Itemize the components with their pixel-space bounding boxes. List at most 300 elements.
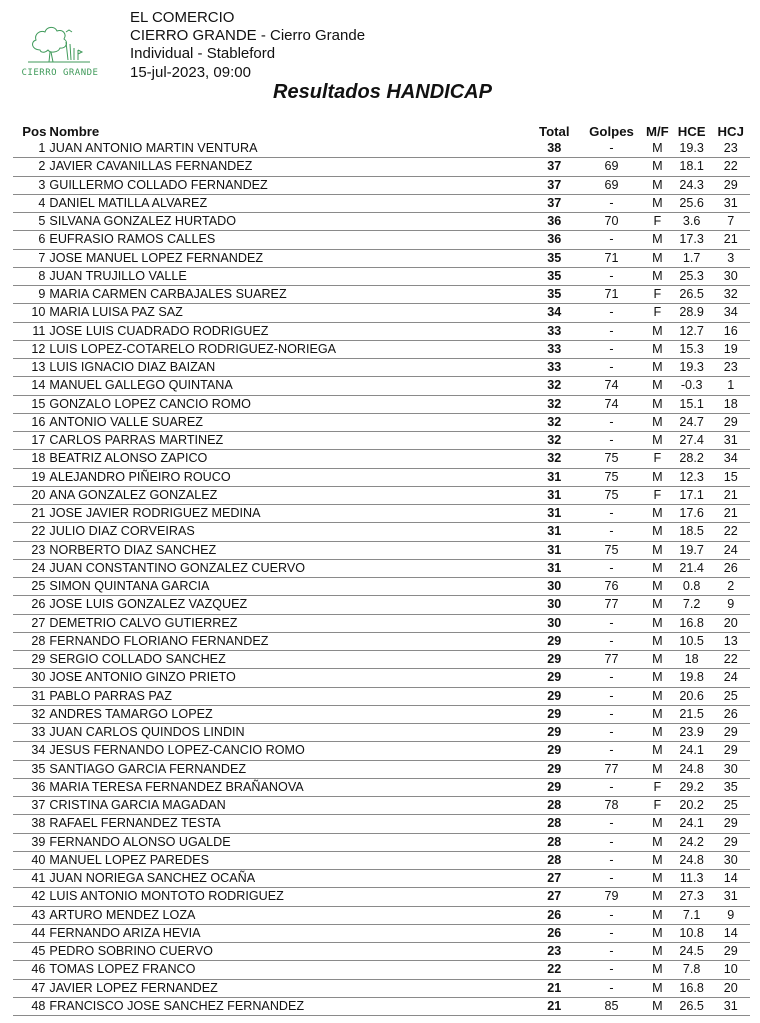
- cell-golpes: -: [580, 304, 642, 322]
- cell-hce: 17.3: [672, 231, 712, 249]
- cell-mf: M: [643, 687, 672, 705]
- cell-golpes: 77: [580, 651, 642, 669]
- cell-mf: M: [643, 760, 672, 778]
- cell-golpes: 71: [580, 249, 642, 267]
- cell-pos: 11: [13, 322, 49, 340]
- cell-golpes: -: [580, 724, 642, 742]
- cell-total: 31: [528, 505, 580, 523]
- table-row: [13, 632, 750, 650]
- cell-hcj: 21: [711, 231, 750, 249]
- cell-hce: 7.1: [672, 906, 712, 924]
- cell-name: SILVANA GONZALEZ HURTADO: [49, 213, 528, 231]
- cell-total: 29: [528, 632, 580, 650]
- cell-golpes: -: [580, 961, 642, 979]
- cell-golpes: -: [580, 413, 642, 431]
- cell-hce: 1.7: [672, 249, 712, 267]
- cell-pos: 40: [13, 851, 49, 869]
- cell-pos: 16: [13, 413, 49, 431]
- cell-hce: 24.8: [672, 760, 712, 778]
- cell-mf: M: [643, 651, 672, 669]
- table-row: [13, 395, 750, 413]
- table-row: [13, 213, 750, 231]
- cell-mf: F: [643, 797, 672, 815]
- cell-name: FERNANDO FLORIANO FERNANDEZ: [49, 632, 528, 650]
- cell-total: 36: [528, 213, 580, 231]
- cell-golpes: -: [580, 669, 642, 687]
- cell-pos: 25: [13, 578, 49, 596]
- cell-hcj: 29: [711, 413, 750, 431]
- cell-hce: 19.3: [672, 359, 712, 377]
- cell-pos: 31: [13, 687, 49, 705]
- newspaper-name: EL COMERCIO: [130, 9, 235, 26]
- cell-hcj: 21: [711, 505, 750, 523]
- tree-logo-icon: [20, 20, 100, 80]
- cell-hcj: 14: [711, 870, 750, 888]
- cell-total: 28: [528, 851, 580, 869]
- cell-mf: M: [643, 614, 672, 632]
- cell-name: MANUEL LOPEZ PAREDES: [49, 851, 528, 869]
- col-header-hcj: HCJ: [717, 123, 744, 139]
- table-row: [13, 505, 750, 523]
- cell-mf: M: [643, 432, 672, 450]
- cell-total: 29: [528, 742, 580, 760]
- table-row: [13, 249, 750, 267]
- cell-golpes: -: [580, 870, 642, 888]
- cell-name: RAFAEL FERNANDEZ TESTA: [49, 815, 528, 833]
- cell-hce: 26.5: [672, 286, 712, 304]
- cell-pos: 28: [13, 632, 49, 650]
- results-body: [13, 140, 750, 1016]
- cell-name: ANDRES TAMARGO LOPEZ: [49, 705, 528, 723]
- cell-mf: M: [643, 140, 672, 158]
- cell-hcj: 20: [711, 614, 750, 632]
- table-row: [13, 377, 750, 395]
- table-row: [13, 906, 750, 924]
- cell-hcj: 31: [711, 432, 750, 450]
- cell-mf: M: [643, 523, 672, 541]
- cell-name: FRANCISCO JOSE SANCHEZ FERNANDEZ: [49, 997, 528, 1015]
- cell-name: MARIA LUISA PAZ SAZ: [49, 304, 528, 322]
- cell-hce: 24.2: [672, 833, 712, 851]
- cell-hce: 17.1: [672, 486, 712, 504]
- table-row: [13, 979, 750, 997]
- cell-mf: M: [643, 559, 672, 577]
- cell-golpes: 70: [580, 213, 642, 231]
- cell-mf: M: [643, 541, 672, 559]
- table-row: [13, 158, 750, 176]
- cell-pos: 37: [13, 797, 49, 815]
- cell-name: FERNANDO ALONSO UGALDE: [49, 833, 528, 851]
- cell-hce: 10.5: [672, 632, 712, 650]
- cell-pos: 20: [13, 486, 49, 504]
- cell-hcj: 19: [711, 340, 750, 358]
- cell-golpes: 69: [580, 158, 642, 176]
- cell-hcj: 14: [711, 924, 750, 942]
- cell-name: ANA GONZALEZ GONZALEZ: [49, 486, 528, 504]
- cell-name: JUAN NORIEGA SANCHEZ OCAÑA: [49, 870, 528, 888]
- cell-pos: 27: [13, 614, 49, 632]
- cell-total: 29: [528, 669, 580, 687]
- cell-pos: 12: [13, 340, 49, 358]
- cell-total: 27: [528, 870, 580, 888]
- cell-mf: M: [643, 194, 672, 212]
- cell-hce: 15.3: [672, 340, 712, 358]
- table-row: [13, 267, 750, 285]
- cell-total: 37: [528, 176, 580, 194]
- cell-mf: M: [643, 815, 672, 833]
- table-row: [13, 596, 750, 614]
- cell-total: 32: [528, 413, 580, 431]
- cell-hce: 3.6: [672, 213, 712, 231]
- cell-hcj: 23: [711, 359, 750, 377]
- cell-pos: 3: [13, 176, 49, 194]
- cell-total: 29: [528, 724, 580, 742]
- table-row: [13, 851, 750, 869]
- cell-name: GUILLERMO COLLADO FERNANDEZ: [49, 176, 528, 194]
- table-row: [13, 997, 750, 1015]
- table-row: [13, 432, 750, 450]
- cell-golpes: -: [580, 231, 642, 249]
- cell-total: 37: [528, 194, 580, 212]
- cell-golpes: 77: [580, 760, 642, 778]
- cell-total: 35: [528, 249, 580, 267]
- cell-total: 28: [528, 815, 580, 833]
- cell-mf: M: [643, 413, 672, 431]
- cell-pos: 6: [13, 231, 49, 249]
- cell-hce: 11.3: [672, 870, 712, 888]
- cell-hcj: 26: [711, 559, 750, 577]
- cell-hce: 0.8: [672, 578, 712, 596]
- cell-hce: 18.1: [672, 158, 712, 176]
- cell-total: 21: [528, 979, 580, 997]
- cell-hcj: 31: [711, 194, 750, 212]
- cell-golpes: -: [580, 523, 642, 541]
- cell-hce: 21.4: [672, 559, 712, 577]
- table-row: [13, 340, 750, 358]
- cell-hce: 15.1: [672, 395, 712, 413]
- table-row: [13, 687, 750, 705]
- event-header: [130, 9, 365, 82]
- cell-name: CARLOS PARRAS MARTINEZ: [49, 432, 528, 450]
- cell-total: 33: [528, 340, 580, 358]
- cell-name: EUFRASIO RAMOS CALLES: [49, 231, 528, 249]
- cell-total: 32: [528, 450, 580, 468]
- cell-hce: 21.5: [672, 705, 712, 723]
- cell-pos: 36: [13, 778, 49, 796]
- table-row: [13, 486, 750, 504]
- cell-hcj: 31: [711, 888, 750, 906]
- cell-mf: M: [643, 359, 672, 377]
- cell-hcj: 10: [711, 961, 750, 979]
- cell-hce: 19.7: [672, 541, 712, 559]
- cell-golpes: 77: [580, 596, 642, 614]
- table-row: [13, 778, 750, 796]
- cell-hcj: 30: [711, 760, 750, 778]
- cell-mf: M: [643, 578, 672, 596]
- cell-mf: M: [643, 979, 672, 997]
- cell-mf: F: [643, 304, 672, 322]
- table-row: [13, 870, 750, 888]
- cell-hce: 27.4: [672, 432, 712, 450]
- cell-golpes: -: [580, 559, 642, 577]
- cell-hce: 23.9: [672, 724, 712, 742]
- cell-name: JESUS FERNANDO LOPEZ-CANCIO ROMO: [49, 742, 528, 760]
- cell-mf: M: [643, 596, 672, 614]
- cell-pos: 47: [13, 979, 49, 997]
- cell-hcj: 22: [711, 158, 750, 176]
- cell-pos: 41: [13, 870, 49, 888]
- cell-golpes: -: [580, 687, 642, 705]
- cell-golpes: 69: [580, 176, 642, 194]
- cell-hcj: 29: [711, 815, 750, 833]
- cell-total: 22: [528, 961, 580, 979]
- cell-total: 32: [528, 432, 580, 450]
- table-row: [13, 742, 750, 760]
- cell-name: CRISTINA GARCIA MAGADAN: [49, 797, 528, 815]
- table-row: [13, 760, 750, 778]
- cell-pos: 15: [13, 395, 49, 413]
- table-row: [13, 176, 750, 194]
- cell-hcj: 30: [711, 267, 750, 285]
- cell-pos: 14: [13, 377, 49, 395]
- cell-mf: M: [643, 870, 672, 888]
- cell-total: 28: [528, 833, 580, 851]
- cell-total: 23: [528, 943, 580, 961]
- cell-name: JUAN ANTONIO MARTIN VENTURA: [49, 140, 528, 158]
- table-row: [13, 651, 750, 669]
- cell-hce: 18: [672, 651, 712, 669]
- cell-total: 29: [528, 687, 580, 705]
- col-header-golpes: Golpes: [589, 123, 634, 139]
- cell-hcj: 26: [711, 705, 750, 723]
- cell-mf: F: [643, 486, 672, 504]
- cell-name: JUAN TRUJILLO VALLE: [49, 267, 528, 285]
- cell-mf: M: [643, 742, 672, 760]
- cell-name: JUAN CONSTANTINO GONZALEZ CUERVO: [49, 559, 528, 577]
- cell-total: 21: [528, 997, 580, 1015]
- table-row: [13, 140, 750, 158]
- cell-name: MANUEL GALLEGO QUINTANA: [49, 377, 528, 395]
- cell-golpes: 74: [580, 377, 642, 395]
- cell-pos: 7: [13, 249, 49, 267]
- cell-hcj: 22: [711, 523, 750, 541]
- cell-name: SERGIO COLLADO SANCHEZ: [49, 651, 528, 669]
- cell-golpes: 71: [580, 286, 642, 304]
- cell-total: 30: [528, 614, 580, 632]
- table-row: [13, 468, 750, 486]
- cell-hce: 29.2: [672, 778, 712, 796]
- cell-name: ALEJANDRO PIÑEIRO ROUCO: [49, 468, 528, 486]
- cell-name: DANIEL MATILLA ALVAREZ: [49, 194, 528, 212]
- cell-pos: 44: [13, 924, 49, 942]
- cell-hce: 24.1: [672, 742, 712, 760]
- cell-pos: 5: [13, 213, 49, 231]
- cell-hce: 20.2: [672, 797, 712, 815]
- cell-total: 30: [528, 578, 580, 596]
- cell-name: NORBERTO DIAZ SANCHEZ: [49, 541, 528, 559]
- cell-hce: 17.6: [672, 505, 712, 523]
- cell-total: 35: [528, 267, 580, 285]
- cell-pos: 21: [13, 505, 49, 523]
- cell-golpes: -: [580, 267, 642, 285]
- cell-hcj: 16: [711, 322, 750, 340]
- cell-name: SANTIAGO GARCIA FERNANDEZ: [49, 760, 528, 778]
- cell-name: FERNANDO ARIZA HEVIA: [49, 924, 528, 942]
- cell-pos: 17: [13, 432, 49, 450]
- table-row: [13, 724, 750, 742]
- cell-pos: 43: [13, 906, 49, 924]
- cell-total: 31: [528, 523, 580, 541]
- cell-mf: M: [643, 632, 672, 650]
- cell-name: JULIO DIAZ CORVEIRAS: [49, 523, 528, 541]
- cell-mf: M: [643, 267, 672, 285]
- cell-golpes: -: [580, 943, 642, 961]
- cell-hcj: 18: [711, 395, 750, 413]
- cell-pos: 46: [13, 961, 49, 979]
- cell-golpes: 79: [580, 888, 642, 906]
- cell-hce: 24.5: [672, 943, 712, 961]
- competition-format: Individual - Stableford: [130, 45, 276, 63]
- cell-name: LUIS ANTONIO MONTOTO RODRIGUEZ: [49, 888, 528, 906]
- cell-hcj: 30: [711, 851, 750, 869]
- cell-golpes: -: [580, 340, 642, 358]
- cell-mf: M: [643, 505, 672, 523]
- cell-pos: 26: [13, 596, 49, 614]
- table-row: [13, 359, 750, 377]
- cell-total: 32: [528, 395, 580, 413]
- cell-mf: M: [643, 924, 672, 942]
- cell-hcj: 9: [711, 596, 750, 614]
- cell-mf: M: [643, 158, 672, 176]
- cell-hce: 28.2: [672, 450, 712, 468]
- cell-pos: 24: [13, 559, 49, 577]
- cell-golpes: 75: [580, 541, 642, 559]
- cell-golpes: -: [580, 194, 642, 212]
- cell-hcj: 31: [711, 997, 750, 1015]
- cell-hce: 18.5: [672, 523, 712, 541]
- cell-hce: 12.7: [672, 322, 712, 340]
- cell-name: JOSE LUIS GONZALEZ VAZQUEZ: [49, 596, 528, 614]
- cell-hce: 7.8: [672, 961, 712, 979]
- cell-total: 30: [528, 596, 580, 614]
- cell-hcj: 24: [711, 669, 750, 687]
- cell-hce: 24.8: [672, 851, 712, 869]
- cell-hce: 12.3: [672, 468, 712, 486]
- cell-mf: M: [643, 961, 672, 979]
- cell-hcj: 7: [711, 213, 750, 231]
- cell-mf: M: [643, 724, 672, 742]
- cell-pos: 32: [13, 705, 49, 723]
- cell-golpes: -: [580, 614, 642, 632]
- table-row: [13, 450, 750, 468]
- cell-total: 37: [528, 158, 580, 176]
- cell-hcj: 1: [711, 377, 750, 395]
- cell-hce: 19.8: [672, 669, 712, 687]
- cell-pos: 45: [13, 943, 49, 961]
- cell-hce: 10.8: [672, 924, 712, 942]
- table-row: [13, 961, 750, 979]
- club-logo: [20, 20, 100, 80]
- cell-name: LUIS LOPEZ-COTARELO RODRIGUEZ-NORIEGA: [49, 340, 528, 358]
- col-header-mf: M/F: [645, 123, 669, 139]
- cell-mf: M: [643, 231, 672, 249]
- cell-golpes: -: [580, 906, 642, 924]
- table-row: [13, 614, 750, 632]
- cell-pos: 13: [13, 359, 49, 377]
- cell-hce: 16.8: [672, 614, 712, 632]
- results-table: [13, 122, 750, 1016]
- cell-pos: 34: [13, 742, 49, 760]
- cell-mf: M: [643, 377, 672, 395]
- cell-hcj: 29: [711, 833, 750, 851]
- table-row: [13, 578, 750, 596]
- cell-hcj: 13: [711, 632, 750, 650]
- cell-golpes: -: [580, 705, 642, 723]
- cell-mf: M: [643, 340, 672, 358]
- cell-name: ARTURO MENDEZ LOZA: [49, 906, 528, 924]
- cell-hcj: 2: [711, 578, 750, 596]
- cell-total: 29: [528, 778, 580, 796]
- cell-hcj: 29: [711, 176, 750, 194]
- club-name: CIERRO GRANDE - Cierro Grande: [130, 27, 366, 45]
- cell-golpes: -: [580, 432, 642, 450]
- cell-pos: 48: [13, 997, 49, 1015]
- cell-name: GONZALO LOPEZ CANCIO ROMO: [49, 395, 528, 413]
- cell-pos: 1: [13, 140, 49, 158]
- table-row: [13, 815, 750, 833]
- cell-golpes: -: [580, 979, 642, 997]
- cell-golpes: -: [580, 140, 642, 158]
- cell-pos: 23: [13, 541, 49, 559]
- cell-hcj: 29: [711, 943, 750, 961]
- cell-name: JOSE LUIS CUADRADO RODRIGUEZ: [49, 322, 528, 340]
- cell-golpes: -: [580, 924, 642, 942]
- cell-total: 29: [528, 705, 580, 723]
- table-row: [13, 559, 750, 577]
- cell-mf: M: [643, 322, 672, 340]
- cell-mf: M: [643, 705, 672, 723]
- cell-hce: 25.6: [672, 194, 712, 212]
- cell-total: 38: [528, 140, 580, 158]
- table-row: [13, 322, 750, 340]
- table-row: [13, 669, 750, 687]
- cell-hce: -0.3: [672, 377, 712, 395]
- table-row: [13, 833, 750, 851]
- table-header-row: [13, 122, 750, 140]
- cell-mf: M: [643, 906, 672, 924]
- table-row: [13, 194, 750, 212]
- cell-name: MARIA CARMEN CARBAJALES SUAREZ: [49, 286, 528, 304]
- cell-golpes: -: [580, 322, 642, 340]
- cell-golpes: -: [580, 505, 642, 523]
- cell-pos: 8: [13, 267, 49, 285]
- cell-hcj: 22: [711, 651, 750, 669]
- cell-total: 29: [528, 651, 580, 669]
- cell-name: MARIA TERESA FERNANDEZ BRAÑANOVA: [49, 778, 528, 796]
- cell-hcj: 25: [711, 797, 750, 815]
- cell-hce: 25.3: [672, 267, 712, 285]
- cell-hce: 24.3: [672, 176, 712, 194]
- cell-golpes: 75: [580, 486, 642, 504]
- cell-golpes: 74: [580, 395, 642, 413]
- cell-pos: 22: [13, 523, 49, 541]
- cell-golpes: 76: [580, 578, 642, 596]
- cell-hce: 24.1: [672, 815, 712, 833]
- cell-name: JOSE MANUEL LOPEZ FERNANDEZ: [49, 249, 528, 267]
- cell-golpes: 85: [580, 997, 642, 1015]
- cell-name: JAVIER CAVANILLAS FERNANDEZ: [49, 158, 528, 176]
- cell-golpes: -: [580, 742, 642, 760]
